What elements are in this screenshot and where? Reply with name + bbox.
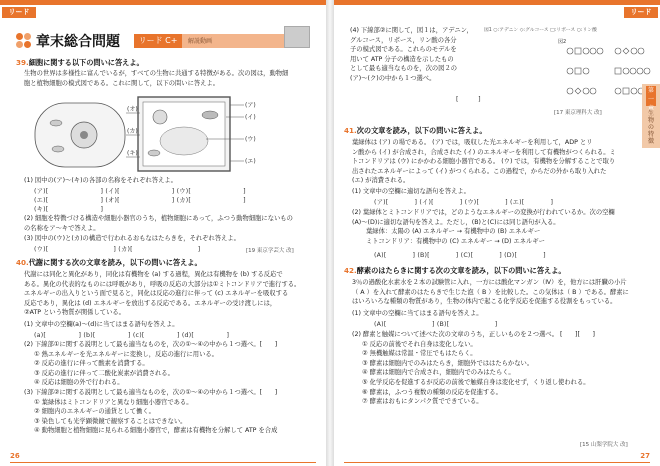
q40-answers-1 <box>34 330 229 339</box>
q40-body: 代謝には同化と異化があり，同化は有機物を (a) する過程，異化は有機物を (b) する反応で ある。異化の代表的なものには呼吸があり，呼吸の反応の大部分は①ミトコンドリアで進行する。 エネルギーの出入りという面で見ると，同化は反応の進行に伴って (c) エネルギーを吸収する 反応であり，異化は (d) エネルギーを放出する反応である。エネルギーの受け渡しには， ②ATP という物質が関係している。 <box>24 271 301 317</box>
q39-heading: 39.細胞に関する以下の問いに答えよ。 <box>16 58 144 67</box>
cell-diagram <box>34 95 266 173</box>
answer-blank[interactable]: (D)[ ] <box>504 252 546 259</box>
chapter-side-tab <box>642 84 660 148</box>
qr-code-icon <box>284 26 310 48</box>
q40-sub4: (4) 下線部②に関して，図１は，アデニン， グルコース，リボース，リン酸の各分 子の模式図である。これらのモデルを 用いて ATP 分子の構造を示したもの として最も適当なものを，次の図２の (ア)～(ク)の中から１つ選べ。 <box>350 27 473 82</box>
q41-answers-1 <box>374 197 553 206</box>
right-bottom-rule <box>344 462 650 463</box>
q39-answers-row2 <box>34 195 246 204</box>
q41-heading: 41.次の文章を読み，以下の問いに答えよ。 <box>344 126 487 135</box>
answer-blank[interactable]: (オ)[ ] <box>105 197 175 204</box>
chapter-band-tag: リード C+ <box>134 34 182 48</box>
answer-blank[interactable]: (ウ)[ ] <box>464 199 508 206</box>
answer-blank[interactable]: (ウ)[ ] <box>176 188 246 195</box>
fig-label-a: (ア) <box>245 102 256 109</box>
q39-source: [19 東京学芸大 改] <box>246 248 294 254</box>
answer-blank[interactable]: (エ)[ ] <box>509 199 554 206</box>
chapter-header <box>16 30 310 52</box>
q41-body: 葉緑体は (ア) の場である。 (ア) では，吸収した光エネルギーを利用して，ADP とリ ン酸から (イ) が合成され，合成された (イ) のエネルギーを利用して有機物がつくられる。ミ トコンドリアは (ウ) にかかわる細胞小器官である。 (ウ) では，有機物を分解することで取り 出されたエネルギーによって (イ) がつくられる。この過程で，からだの外から取り入れた (エ) が消費される。 <box>352 139 616 185</box>
side-tab-chapter: 第一章 <box>647 87 654 112</box>
right-top-bar <box>334 0 660 5</box>
answer-blank[interactable]: (a)[ ] <box>34 332 82 339</box>
answer-blank[interactable]: (エ)[ ] <box>34 197 104 204</box>
q39-sub2: (2) 細胞を特徴づける構造や細胞小器官のうち，植物細胞にあって，ふつう動物細胞にないもの の名称をア～キで答えよ。 <box>24 215 293 232</box>
right-page <box>334 0 660 466</box>
q39-sub1: (1) 図中の(ア)～(キ)の各部の名称をそれぞれ答えよ。 <box>24 177 177 184</box>
q40-answer-4[interactable]: [ ] <box>456 96 481 103</box>
atp-fig1-legend: 図1 ○:アデニン ◇:グルコース □:リボース ○:リン酸 <box>484 28 597 33</box>
answer-blank[interactable]: (b)[ ] <box>83 332 131 339</box>
answer-blank[interactable]: (ア)[ ] <box>34 188 104 195</box>
q42-source: [15 山梨学院大 改] <box>580 442 628 448</box>
answer-blank[interactable]: (B)[ ] <box>417 252 459 259</box>
q39-answers-row1 <box>34 186 246 195</box>
answer-blank[interactable]: (A)[ ] <box>374 321 435 328</box>
answer-blank[interactable]: (カ)[ ] <box>118 246 201 253</box>
q40-sub1: (1) 文章中の空欄(a)～(d)に当てはまる語句を答えよ。 <box>24 321 179 328</box>
fig-label-b: (イ) <box>245 114 256 121</box>
q39-sub3: (3) 図中の(ウ)と(カ)の構造で行われるおもなはたらきを，それぞれ答えよ。 <box>24 235 240 242</box>
q40-source: [17 東京理科大 改] <box>554 110 602 116</box>
q41-sub1: (1) 文章中の空欄に適切な語句を答えよ。 <box>352 188 470 195</box>
q40-sub3: (3) 下線部②に関する説明として最も適当なものを，次の①～④の中から１つ選べ。[ ] ① 葉緑体はミトコンドリアと異なり細胞小器官である。 ② 細胞内のエネルギーの通貨として働く。 ③ 染色しても光学顕微鏡で観察することはできない。 ④ 動物細胞と植物細胞に見られる細胞小器官で，酵素は有機物を分解して ATP を合成 <box>24 389 278 435</box>
q41-sub2: (2) 葉緑体とミトコンドリアでは，どのようなエネルギーの変換が行われているか。次の空欄 (A)～(D)に適切な語句を答えよ。ただし，(B)と(C)には同じ語句が入る。 葉緑体：太陽の (A) エネルギー → 有機物中の (B) エネルギー ミトコンドリア：有機物中の (C) エネルギー → (D) エネルギー <box>352 209 615 245</box>
right-page-number: 27 <box>640 452 650 460</box>
q39-answers-3 <box>34 244 200 253</box>
answer-blank[interactable]: (c)[ ] <box>132 332 180 339</box>
left-page-number: 26 <box>10 452 20 460</box>
left-running-tag: リード C+ <box>2 7 36 18</box>
left-page <box>0 0 326 466</box>
answer-blank[interactable]: (C)[ ] <box>460 252 502 259</box>
book-spine <box>326 0 334 466</box>
q39-body: 生物の世界は多様性に富んでいるが，すべての生物に共通する特徴がある。次の図は，動物細 胞と植物細胞の模式図である。これに関して，以下の問いに答えよ。 <box>24 70 289 87</box>
q40-heading: 40.代謝に関する次の文章を読み，以下の問いに答えよ。 <box>16 258 202 267</box>
answer-blank[interactable]: (カ)[ ] <box>176 197 246 204</box>
fig-label-f: (カ) <box>127 128 138 135</box>
answer-blank[interactable]: (イ)[ ] <box>105 188 175 195</box>
left-top-bar <box>0 0 326 5</box>
q42-heading: 42.酵素のはたらきに関する次の文章を読み，以下の問いに答えよ。 <box>344 266 566 275</box>
q40-sub2: (2) 下線部①に関する説明として最も適当なものを，次の①～④の中から１つ選べ。[ ] ① 熱エネルギーを光エネルギーに変換し，反応の進行に用いる。 ② 反応の進行に伴って酸素を消費する。 ③ 反応の進行に伴って二酸化炭素が消費される。 ④ 反応は細胞の外で行われる。 <box>24 341 278 387</box>
answer-blank[interactable]: (d)[ ] <box>181 332 230 339</box>
fig-label-e: (オ) <box>127 106 138 113</box>
answer-blank[interactable]: (イ)[ ] <box>419 199 463 206</box>
atp-fig2-label: 図2 <box>558 39 567 45</box>
fig-label-c: (ウ) <box>245 136 256 143</box>
answer-blank[interactable]: (ウ)[ ] <box>34 246 117 253</box>
answer-blank[interactable]: (B)[ ] <box>436 321 498 328</box>
left-bottom-rule <box>10 462 316 463</box>
right-running-tag: リード C+ <box>624 7 658 18</box>
side-tab-title: 生物の特徴 <box>647 110 654 145</box>
answer-blank[interactable]: (A)[ ] <box>374 252 416 259</box>
fig-label-d: (エ) <box>245 158 256 165</box>
q41-answers-2 <box>374 250 546 259</box>
answer-blank[interactable]: (ア)[ ] <box>374 199 418 206</box>
chapter-dots-icon <box>16 33 32 49</box>
chapter-title: 章末総合問題 <box>36 34 120 50</box>
q39-answers-row3 <box>34 204 103 213</box>
q42-sub1: (1) 文章中の空欄に当てはまる語句を答えよ。 <box>352 310 483 317</box>
q42-sub2: (2) 酵素と触媒について述べた次の文章のうち，正しいものを２つ選べ。 [ ][ ] ① 反応の前後でそれ自身は変化しない。 ② 無機触媒は常温・常圧でもはたらく。 ③ 酵素は細胞内でのみはたらき，細胞外でははたらかない。 ④ 酵素は細胞内で合成され，細胞内でのみはたらく。 ⑤ 化学反応を促進するが反応の前後で触媒自身は変化せず，くり返し使われる。 ⑥ 酵素は，ふつう複数の種類の反応を促進する。 ⑦ 酵素はおもにタンパク質でできている。 <box>352 331 596 406</box>
answer-blank[interactable]: (キ)[ ] <box>34 206 104 213</box>
fig-label-g: (キ) <box>127 150 138 157</box>
chapter-band-note: 解説動画 <box>188 38 213 45</box>
q42-body: 3％の過酸化水素水を２本の試験管に入れ，一方には酸化マンガン（Ⅳ）を，他方には肝臓の小片 （ A ）を入れて酵素のはたらきで生じた泡（ B ）を比較した。この気体は（ B ）である。酵素に はいろいろな種類の物質があり，生物の体内で起こる化学反応を促進する役割をもっている。 <box>352 279 629 306</box>
q42-answers-1 <box>374 319 497 328</box>
